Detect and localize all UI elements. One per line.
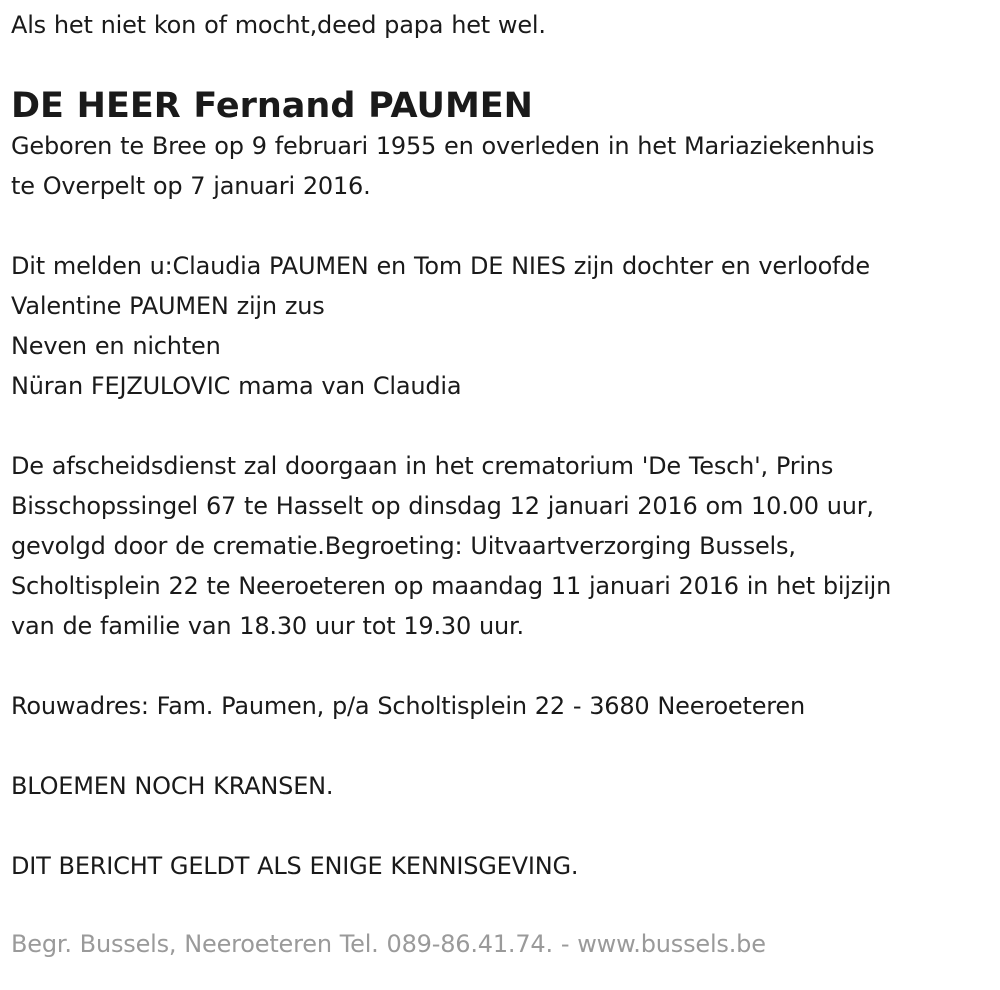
family-line: Valentine PAUMEN zijn zus <box>11 292 325 320</box>
mourning-address: Rouwadres: Fam. Paumen, p/a Scholtisplein 22 - 3680 Neeroeteren <box>11 692 805 720</box>
spacer <box>11 206 993 246</box>
flowers-notice: BLOEMEN NOCH KRANSEN. <box>11 772 334 800</box>
service-line: Bisschopssingel 67 te Hasselt op dinsdag 12 januari 2016 om 10.00 uur, <box>11 492 874 520</box>
spacer <box>11 406 993 446</box>
family-line: Dit melden u:Claudia PAUMEN en Tom DE NIES zijn dochter en verloofde <box>11 252 870 280</box>
sole-notice: DIT BERICHT GELDT ALS ENIGE KENNISGEVING. <box>11 852 579 880</box>
service-line: Scholtisplein 22 te Neeroeteren op maandag 11 januari 2016 in het bijzijn <box>11 572 892 600</box>
birth-line: Geboren te Bree op 9 februari 1955 en overleden in het Mariaziekenhuis <box>11 132 875 160</box>
spacer <box>11 726 993 766</box>
spacer <box>11 806 993 846</box>
death-notice <box>11 5 993 964</box>
service-line: De afscheidsdienst zal doorgaan in het crematorium 'De Tesch', Prins <box>11 452 834 480</box>
service-line: gevolgd door de crematie.Begroeting: Uitvaartverzorging Bussels, <box>11 532 796 560</box>
deceased-name-title: DE HEER Fernand PAUMEN <box>11 86 533 126</box>
family-line: Nüran FEJZULOVIC mama van Claudia <box>11 372 462 400</box>
funeral-home-footer: Begr. Bussels, Neeroeteren Tel. 089-86.41.74. - www.bussels.be <box>11 930 766 958</box>
birth-line: te Overpelt op 7 januari 2016. <box>11 172 371 200</box>
family-line: Neven en nichten <box>11 332 221 360</box>
service-line: van de familie van 18.30 uur tot 19.30 uur. <box>11 612 524 640</box>
intro-quote: Als het niet kon of mocht,deed papa het wel. <box>11 11 546 39</box>
spacer <box>11 646 993 686</box>
